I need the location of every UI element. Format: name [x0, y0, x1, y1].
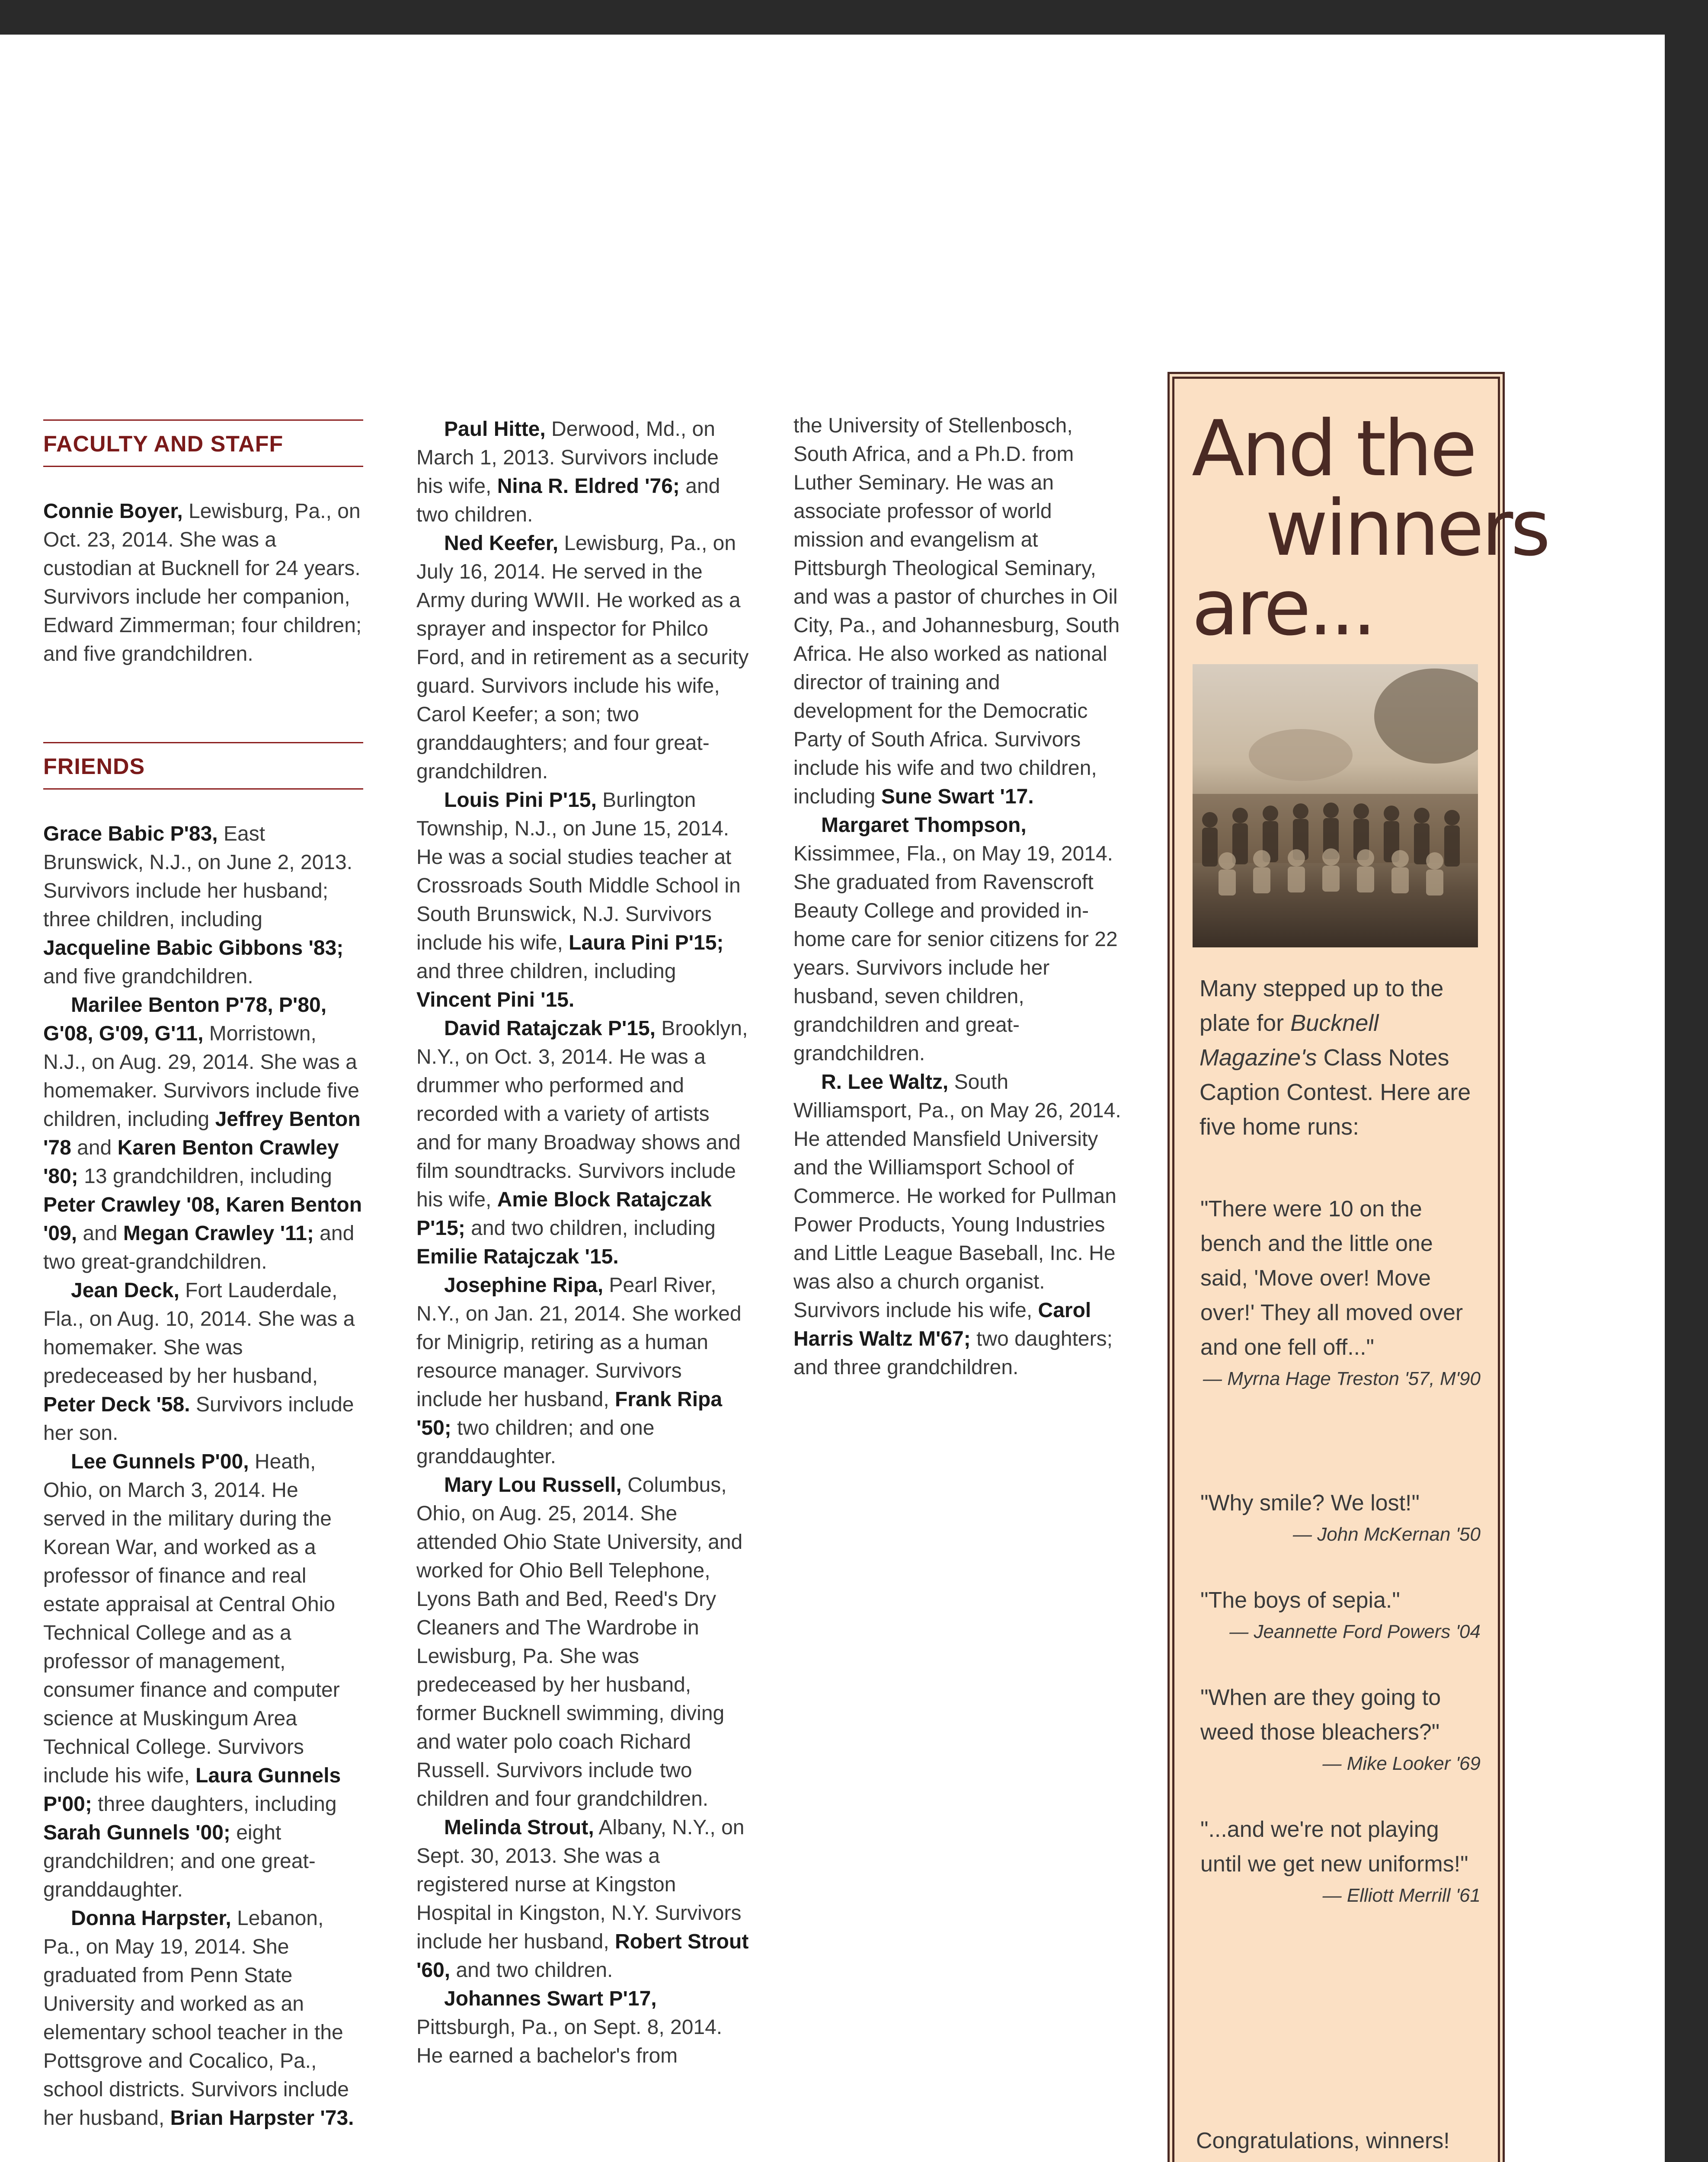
obituary-entry: Lee Gunnels P'00, Heath, Ohio, on March 3, 2014. He served in the military during the Korean War, and worked as a professor of finance and real estate appraisal at Central Ohio Technical College and as a professor of management, consumer finance and computer science at Muskingum Area Technical College. Survivors include his wife, Laura Gunnels P'00; three daughters, including Sarah Gunnels '00; eight grandchildren; and one great-granddaughter. [43, 1450, 341, 1901]
obit-name: Johannes Swart P'17, [444, 1987, 657, 2010]
sidebar-closing: Congratulations, winners! [1196, 2128, 1450, 2153]
obituary-entry: Ned Keefer, Lewisburg, Pa., on July 16, 2014. He served in the Army during WWII. He worked as a sprayer and inspector for Philco Ford, and in retirement as a security guard. Survivors include his wife, Carol Keefer; a son; two granddaughters; and four great-grandchildren. [416, 532, 749, 783]
obit-name: Grace Babic P'83, [43, 822, 218, 845]
obituary-entry: Melinda Strout, Albany, N.Y., on Sept. 30, 2013. She was a registered nurse at Kingston Hospital in Kingston, N.Y. Survivors include her husband, Robert Strout '60, and two children. [416, 1816, 749, 1982]
sidebar-title: And the winners are... [1192, 404, 1548, 652]
obituary-entry: Marilee Benton P'78, P'80, G'08, G'09, G'11, Morristown, N.J., on Aug. 29, 2014. She was a homemaker. Survivors include five children, including Jeffrey Benton '78 and Karen Benton Crawley '80; 13 grandchildren, including Peter Crawley '08, Karen Benton '09, and Megan Crawley '11; and two great-grandchildren. [43, 994, 362, 1273]
obit-name: Margaret Thompson, [821, 814, 1027, 837]
obituary-entry: Connie Boyer, Lewisburg, Pa., on Oct. 23, 2014. She was a custodian at Bucknell for 24 years. Survivors include her companion, Edward Zimmerman; four children; and five grandchildren. [43, 500, 362, 665]
obit-name: Jean Deck, [71, 1279, 179, 1302]
caption-contest-sidebar [1167, 372, 1548, 2162]
sidebar-intro: Many stepped up to the plate for Bucknell Magazine's Class Notes Caption Contest. Here are five home runs: [1199, 975, 1471, 1140]
obituary-entry: Louis Pini P'15, Burlington Township, N.J., on June 15, 2014. He was a social studies teacher at Crossroads South Middle School in South Brunswick, N.J. Survivors include his wife, Laura Pini P'15; and three children, including Vincent Pini '15. [416, 789, 741, 1011]
obituary-entry: R. Lee Waltz, South Williamsport, Pa., on May 26, 2014. He attended Mansfield University and the Williamsport School of Commerce. He worked for Pullman Power Products, Young Industries and Little League Baseball, Inc. He was also a church organist. Survivors include his wife, Carol Harris Waltz M'67; two daughters; and three grandchildren. [793, 1071, 1121, 1379]
sepia-team-photo-image [1193, 664, 1478, 947]
obituary-entry: Mary Lou Russell, Columbus, Ohio, on Aug. 25, 2014. She attended Ohio State University, and worked for Ohio Bell Telephone, Lyons Bath and Bed, Reed's Dry Cleaners and The Wardrobe in Lewisburg, Pa. She was predeceased by her husband, former Bucknell swimming, diving and water polo coach Richard Russell. Survivors include two children and four grandchildren. [416, 1474, 743, 1810]
obit-name: Josephine Ripa, [444, 1274, 604, 1297]
team-photo [1193, 664, 1478, 947]
obit-name: Connie Boyer, [43, 500, 183, 523]
obit-name: David Ratajczak P'15, [444, 1017, 656, 1040]
obit-name: Ned Keefer, [444, 532, 559, 555]
obituary-continuation: the University of Stellenbosch, South Africa, and a Ph.D. from Luther Seminary. He was an associate professor of world mission and evangelism at Pittsburgh Theological Seminary, and was a pastor of churches in Oil City, Pa., and Johannesburg, South Africa. He also worked as national director of training and development for the Democratic Party of South Africa. Survivors include his wife and two children, including Sune Swart '17. [793, 414, 1120, 808]
obituary-entry: Margaret Thompson, Kissimmee, Fla., on May 19, 2014. She graduated from Ravenscroft Beauty College and provided in-home care for senior citizens for 22 years. Survivors include her husband, seven children, grandchildren and great-grandchildren. [793, 814, 1118, 1065]
obituary-entry: Donna Harpster, Lebanon, Pa., on May 19, 2014. She graduated from Penn State University and worked as an elementary school teacher in the Pottsgrove and Cocalico, Pa., school districts. Survivors include her husband, Brian Harpster '73. [43, 1907, 354, 2130]
winning-caption: "Why smile? We lost!" — John McKernan '50 [1200, 1490, 1481, 1545]
obit-name: Mary Lou Russell, [444, 1474, 622, 1497]
obituary-entry: Josephine Ripa, Pearl River, N.Y., on Jan. 21, 2014. She worked for Minigrip, retiring as a human resource manager. Survivors include her husband, Frank Ripa '50; two children; and one granddaughter. [416, 1274, 742, 1468]
obit-name: Melinda Strout, [444, 1816, 594, 1839]
section-heading-friends: FRIENDS [43, 742, 363, 790]
winning-caption: "When are they going to weed those bleachers?" — Mike Looker '69 [1200, 1685, 1481, 1774]
obit-name: Louis Pini P'15, [444, 789, 597, 812]
obituary-entry: Johannes Swart P'17, Pittsburgh, Pa., on Sept. 8, 2014. He earned a bachelor's from [416, 1987, 723, 2067]
winning-caption: "There were 10 on the bench and the little one said, 'Move over! Move over!' They all moved over and one fell off..." — Myrna Hage Treston '57, M'90 [1200, 1196, 1481, 1389]
obit-name: Lee Gunnels P'00, [71, 1450, 249, 1473]
obit-name: R. Lee Waltz, [821, 1071, 949, 1094]
obituary-entry: Paul Hitte, Derwood, Md., on March 1, 2013. Survivors include his wife, Nina R. Eldred '76; and two children. [416, 418, 720, 526]
obituary-entry: Jean Deck, Fort Lauderdale, Fla., on Aug. 10, 2014. She was a homemaker. She was predeceased by her husband, Peter Deck '58. Survivors include her son. [43, 1279, 355, 1445]
obituary-entry: David Ratajczak P'15, Brooklyn, N.Y., on Oct. 3, 2014. He was a drummer who performed and recorded with a variety of artists and for many Broadway shows and film soundtracks. Survivors include his wife, Amie Block Ratajczak P'15; and two children, including Emilie Ratajczak '15. [416, 1017, 748, 1268]
winning-caption: "The boys of sepia." — Jeannette Ford Powers '04 [1200, 1588, 1481, 1642]
column-3 [793, 412, 1122, 1382]
section-heading-faculty: FACULTY AND STAFF [43, 419, 363, 467]
magazine-page [0, 35, 1665, 2162]
column-1 [43, 419, 363, 2133]
obit-name: Donna Harpster, [71, 1907, 231, 1930]
obit-name: Marilee Benton P'78, P'80, G'08, G'09, G'11, [43, 994, 327, 1045]
column-2 [416, 415, 749, 2070]
obituary-entry: Grace Babic P'83, East Brunswick, N.J., on June 2, 2013. Survivors include her husband; three children, including Jacqueline Babic Gibbons '83; and five grandchildren. [43, 822, 353, 988]
obit-name: Paul Hitte, [444, 418, 546, 441]
winning-caption: "...and we're not playing until we get new uniforms!" — Elliott Merrill '61 [1200, 1817, 1481, 1906]
